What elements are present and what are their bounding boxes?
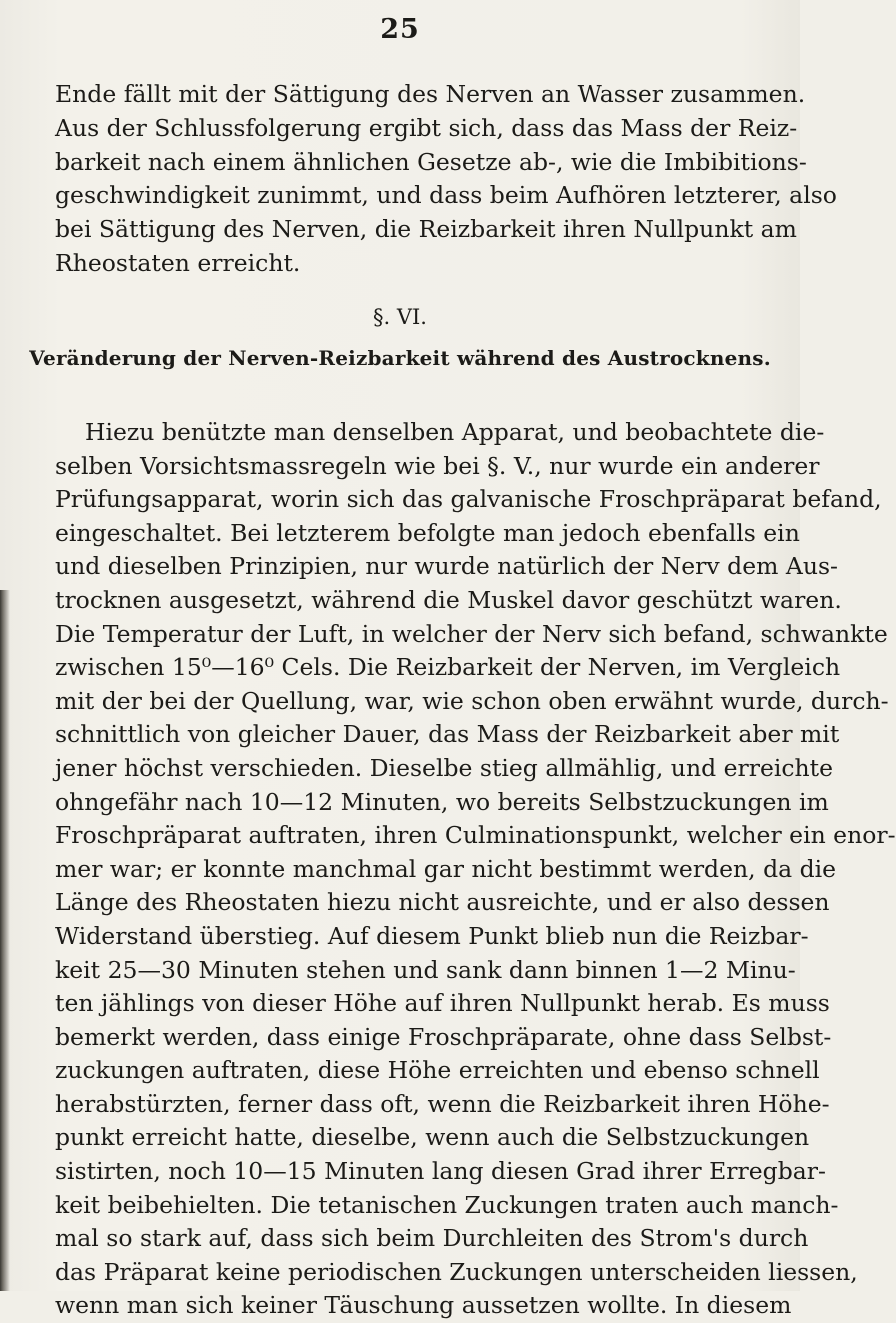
text-line: Aus der Schlussfolgerung ergibt sich, dass das Mass der Reiz-	[55, 113, 798, 142]
text-line: Die Temperatur der Luft, in welcher der Nerv sich befand, schwankte	[55, 619, 888, 648]
text-line: wenn man sich keiner Täuschung aussetzen wollte. In diesem	[55, 1291, 792, 1320]
text-line: Froschpräparat auftraten, ihren Culminationspunkt, welcher ein enor-	[55, 821, 896, 850]
text-line: trocknen ausgesetzt, während die Muskel davor geschützt waren.	[55, 585, 842, 614]
text-line: Hiezu benützte man denselben Apparat, und beobachtete die-	[85, 418, 825, 446]
text-line: ten jählings von dieser Höhe auf ihren Nullpunkt herab. Es muss	[55, 989, 830, 1018]
text-line: Ende fällt mit der Sättigung des Nerven an Wasser zusammen.	[55, 80, 806, 108]
text-line: Prüfungsapparat, worin sich das galvanische Froschpräparat befand,	[55, 485, 882, 514]
text-line: selben Vorsichtsmassregeln wie bei §. V., nur wurde ein anderer	[55, 451, 820, 480]
text-line: mer war; er konnte manchmal gar nicht bestimmt werden, da die	[55, 854, 837, 883]
page-number: 25	[380, 14, 420, 45]
text-line: keit beibehielten. Die tetanischen Zuckungen traten auch manch-	[55, 1190, 839, 1219]
text-line: bemerkt werden, dass einige Froschpräparate, ohne dass Selbst-	[55, 1022, 832, 1051]
text-line: keit 25—30 Minuten stehen und sank dann binnen 1—2 Minu-	[55, 955, 796, 984]
text-line: und dieselben Prinzipien, nur wurde natürlich der Nerv dem Aus-	[55, 552, 838, 581]
page-binding-shadow	[0, 590, 10, 1291]
text-line: geschwindigkeit zunimmt, und dass beim Aufhören letzterer, also	[55, 181, 837, 210]
text-line: Widerstand überstieg. Auf diesem Punkt blieb nun die Reizbar-	[55, 921, 809, 950]
text-line: mit der bei der Quellung, war, wie schon oben erwähnt wurde, durch-	[55, 686, 889, 715]
text-line: ohngefähr nach 10—12 Minuten, wo bereits Selbstzuckungen im	[55, 787, 829, 816]
text-line: sistirten, noch 10—15 Minuten lang diesen Grad ihrer Erregbar-	[55, 1157, 826, 1186]
section-number: §. VI.	[373, 305, 427, 329]
text-line: jener höchst verschieden. Dieselbe stieg allmählig, und erreichte	[55, 753, 834, 782]
text-line: eingeschaltet. Bei letzterem befolgte man jedoch ebenfalls ein	[55, 518, 800, 547]
text-line: bei Sättigung des Nerven, die Reizbarkeit ihren Nullpunkt am	[55, 215, 797, 244]
text-line: Länge des Rheostaten hiezu nicht ausreichte, und er also dessen	[55, 888, 830, 917]
text-line: Rheostaten erreicht.	[55, 248, 301, 277]
text-line: zuckungen auftraten, diese Höhe erreichten und ebenso schnell	[55, 1056, 820, 1085]
text-line: punkt erreicht hatte, dieselbe, wenn auch die Selbstzuckungen	[55, 1123, 810, 1152]
paragraph-1	[55, 78, 837, 281]
text-line: schnittlich von gleicher Dauer, das Mass der Reizbarkeit aber mit	[55, 720, 840, 749]
text-line: das Präparat keine periodischen Zuckungen unterscheiden liessen,	[55, 1257, 858, 1286]
paragraph-2	[55, 416, 896, 1323]
text-line: barkeit nach einem ähnlichen Gesetze ab-, wie die Imbibitions-	[55, 147, 807, 176]
text-line: zwischen 15⁰—16⁰ Cels. Die Reizbarkeit der Nerven, im Vergleich	[55, 653, 841, 682]
section-title: Veränderung der Nerven-Reizbarkeit während des Austrocknens.	[29, 346, 771, 370]
text-line: herabstürzten, ferner dass oft, wenn die Reizbarkeit ihren Höhe-	[55, 1089, 830, 1118]
text-line: mal so stark auf, dass sich beim Durchleiten des Strom's durch	[55, 1224, 809, 1253]
